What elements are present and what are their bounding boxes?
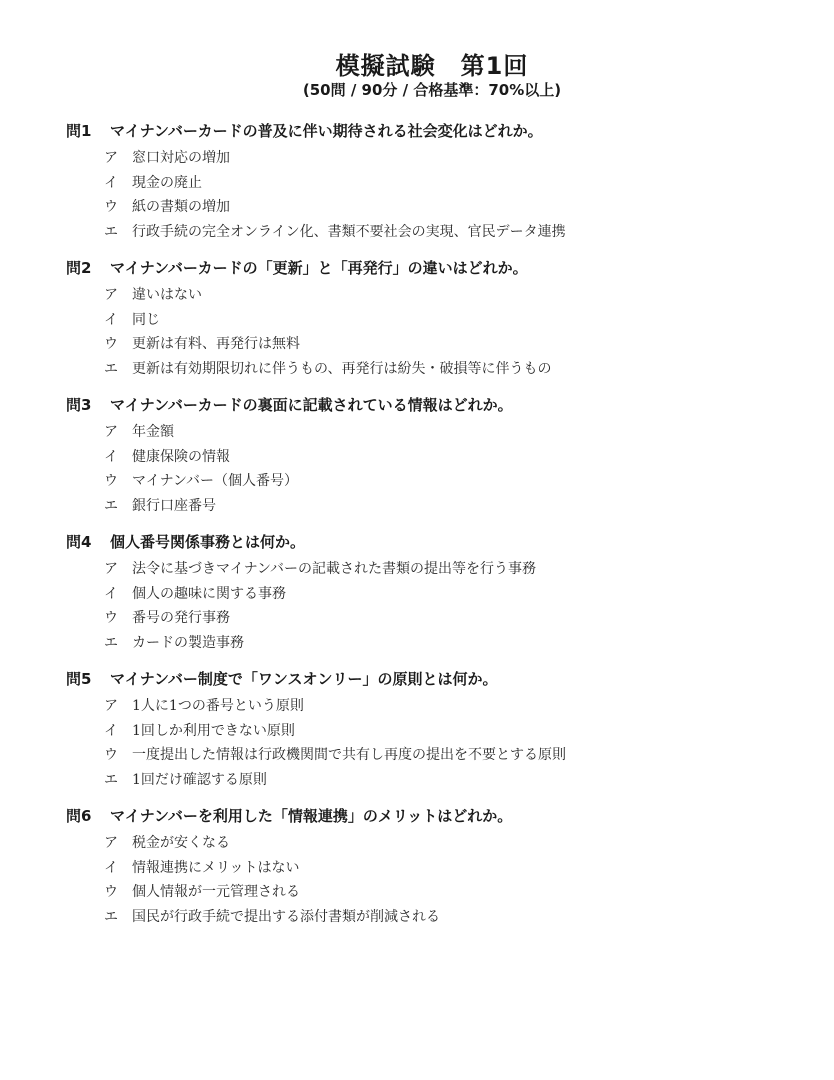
choice-i xyxy=(104,311,806,336)
choice-text: 窓口対応の増加 xyxy=(132,150,230,166)
question-text: マイナンバーカードの裏面に記載されている情報はどれか。 xyxy=(110,396,513,414)
choice-e xyxy=(104,360,806,385)
choice-text: 行政手続の完全オンライン化、書類不要社会の実現、官民データ連携 xyxy=(132,223,566,240)
choice-list xyxy=(104,560,806,658)
choice-label: ア xyxy=(104,698,118,714)
question-text: 個人番号関係事務とは何か。 xyxy=(110,533,306,551)
choice-a xyxy=(104,834,806,859)
choice-label: ア xyxy=(104,150,118,166)
choice-text: 更新は有料、再発行は無料 xyxy=(132,336,300,352)
choice-list xyxy=(104,697,806,795)
question-text: マイナンバーを利用した「情報連携」のメリットはどれか。 xyxy=(110,807,513,825)
choice-a xyxy=(104,697,806,722)
choice-a xyxy=(104,423,806,448)
choice-i xyxy=(104,448,806,473)
choice-u xyxy=(104,883,806,908)
choice-text: 1回しか利用できない原則 xyxy=(132,722,295,739)
choice-i xyxy=(104,585,806,610)
choice-label: イ xyxy=(104,311,118,328)
choice-label: イ xyxy=(104,722,118,739)
choice-label: ウ xyxy=(104,336,118,352)
page-title: 模擬試験 第1回 xyxy=(335,52,529,80)
choice-text: 個人の趣味に関する事務 xyxy=(132,585,286,602)
choice-label: イ xyxy=(104,174,118,191)
choice-label: エ xyxy=(104,223,118,240)
question-text: マイナンバー制度で「ワンスオンリー」の原則とは何か。 xyxy=(110,670,498,688)
choice-text: マイナンバー（個人番号） xyxy=(132,473,299,489)
question-heading xyxy=(66,258,806,282)
question-text: マイナンバーカードの「更新」と「再発行」の違いはどれか。 xyxy=(110,259,528,277)
question-3 xyxy=(66,395,806,532)
question-heading xyxy=(66,669,806,693)
question-number: 問4 xyxy=(66,533,92,551)
choice-label: イ xyxy=(104,585,118,602)
question-4 xyxy=(66,532,806,669)
question-number: 問3 xyxy=(66,396,92,414)
choice-text: 1人に1つの番号という原則 xyxy=(132,698,304,714)
question-heading xyxy=(66,806,806,830)
choice-text: 紙の書類の増加 xyxy=(132,199,230,215)
question-heading xyxy=(66,395,806,419)
choice-text: 年金額 xyxy=(132,424,174,440)
choice-text: 1回だけ確認する原則 xyxy=(132,771,267,788)
choice-label: エ xyxy=(104,908,118,925)
choice-text: 同じ xyxy=(132,311,160,328)
choice-i xyxy=(104,722,806,747)
choice-label: ウ xyxy=(104,473,118,489)
choice-i xyxy=(104,174,806,199)
choice-text: 番号の発行事務 xyxy=(132,610,230,626)
choice-e xyxy=(104,771,806,796)
choice-list xyxy=(104,149,806,247)
choice-label: エ xyxy=(104,634,118,651)
choice-a xyxy=(104,560,806,585)
question-5 xyxy=(66,669,806,806)
question-text: マイナンバーカードの普及に伴い期待される社会変化はどれか。 xyxy=(110,122,543,140)
choice-text: 税金が安くなる xyxy=(132,835,230,851)
choice-list xyxy=(104,423,806,521)
question-list xyxy=(66,121,806,943)
choice-label: ア xyxy=(104,424,118,440)
choice-label: ウ xyxy=(104,884,118,900)
choice-text: カードの製造事務 xyxy=(132,634,244,651)
choice-e xyxy=(104,223,806,248)
choice-u xyxy=(104,198,806,223)
choice-label: エ xyxy=(104,771,118,788)
question-number: 問1 xyxy=(66,122,92,140)
question-heading xyxy=(66,121,806,145)
question-heading xyxy=(66,532,806,556)
choice-a xyxy=(104,286,806,311)
question-1 xyxy=(66,121,806,258)
choice-label: エ xyxy=(104,360,118,377)
choice-list xyxy=(104,834,806,932)
choice-text: 個人情報が一元管理される xyxy=(132,884,300,900)
choice-text: 情報連携にメリットはない xyxy=(132,859,300,876)
choice-e xyxy=(104,497,806,522)
question-2 xyxy=(66,258,806,395)
choice-u xyxy=(104,335,806,360)
choice-u xyxy=(104,609,806,634)
exam-conditions: (50問 / 90分 / 合格基準：70%以上) xyxy=(302,81,562,99)
choice-label: イ xyxy=(104,859,118,876)
choice-e xyxy=(104,634,806,659)
choice-text: 違いはない xyxy=(132,287,202,303)
choice-label: ウ xyxy=(104,199,118,215)
choice-label: ア xyxy=(104,835,118,851)
question-6 xyxy=(66,806,806,943)
choice-label: ウ xyxy=(104,610,118,626)
choice-text: 現金の廃止 xyxy=(132,174,202,191)
choice-label: ウ xyxy=(104,747,118,763)
question-number: 問2 xyxy=(66,259,92,277)
choice-list xyxy=(104,286,806,384)
choice-label: エ xyxy=(104,497,118,514)
choice-text: 一度提出した情報は行政機関間で共有し再度の提出を不要とする原則 xyxy=(132,747,566,763)
question-number: 問6 xyxy=(66,807,92,825)
choice-label: イ xyxy=(104,448,118,465)
choice-u xyxy=(104,472,806,497)
choice-text: 法令に基づきマイナンバーの記載された書類の提出等を行う事務 xyxy=(132,561,537,577)
choice-text: 銀行口座番号 xyxy=(132,497,216,514)
choice-text: 健康保険の情報 xyxy=(132,448,230,465)
choice-a xyxy=(104,149,806,174)
choice-u xyxy=(104,746,806,771)
question-number: 問5 xyxy=(66,670,92,688)
choice-label: ア xyxy=(104,287,118,303)
choice-text: 更新は有効期限切れに伴うもの、再発行は紛失・破損等に伴うもの xyxy=(132,360,552,377)
exam-header xyxy=(0,52,834,100)
choice-label: ア xyxy=(104,561,118,577)
choice-i xyxy=(104,859,806,884)
choice-text: 国民が行政手続で提出する添付書類が削減される xyxy=(132,908,440,925)
choice-e xyxy=(104,908,806,933)
